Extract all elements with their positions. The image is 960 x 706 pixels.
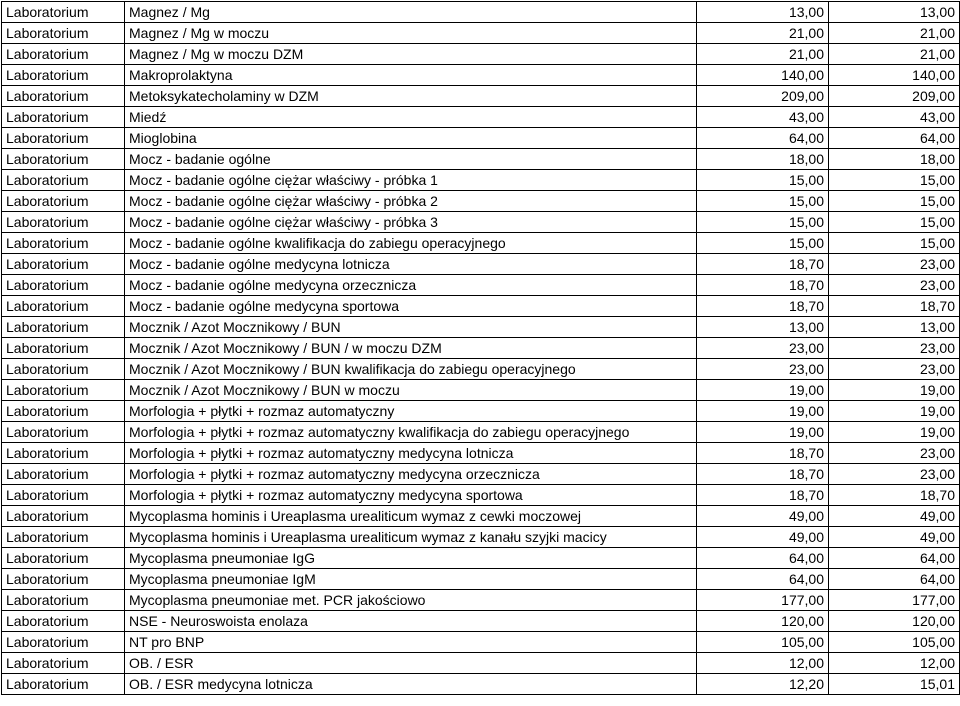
price-1-cell: 15,00 (697, 170, 829, 191)
test-name-cell: Mocz - badanie ogólne ciężar właściwy - próbka 2 (125, 191, 697, 212)
test-name-cell: Mycoplasma pneumoniae met. PCR jakościowo (125, 590, 697, 611)
price-1-cell: 21,00 (697, 23, 829, 44)
category-cell: Laboratorium (2, 380, 125, 401)
price-2-cell: 19,00 (829, 380, 960, 401)
test-name-cell: Mocznik / Azot Mocznikowy / BUN w moczu (125, 380, 697, 401)
table-row (2, 44, 960, 65)
test-name-cell: Mioglobina (125, 128, 697, 149)
price-1-cell: 13,00 (697, 317, 829, 338)
table-row (2, 422, 960, 443)
price-2-cell: 21,00 (829, 23, 960, 44)
price-1-cell: 18,70 (697, 443, 829, 464)
category-cell: Laboratorium (2, 317, 125, 338)
category-cell: Laboratorium (2, 485, 125, 506)
category-cell: Laboratorium (2, 107, 125, 128)
price-2-cell: 18,00 (829, 149, 960, 170)
table-row (2, 275, 960, 296)
test-name-cell: Mocznik / Azot Mocznikowy / BUN kwalifikacja do zabiegu operacyjnego (125, 359, 697, 380)
price-1-cell: 18,70 (697, 485, 829, 506)
category-cell: Laboratorium (2, 86, 125, 107)
price-1-cell: 64,00 (697, 128, 829, 149)
price-2-cell: 120,00 (829, 611, 960, 632)
price-1-cell: 23,00 (697, 359, 829, 380)
test-name-cell: Mocz - badanie ogólne medycyna sportowa (125, 296, 697, 317)
price-1-cell: 19,00 (697, 401, 829, 422)
price-1-cell: 15,00 (697, 212, 829, 233)
test-name-cell: Makroprolaktyna (125, 65, 697, 86)
category-cell: Laboratorium (2, 191, 125, 212)
price-1-cell: 49,00 (697, 527, 829, 548)
test-name-cell: Mocznik / Azot Mocznikowy / BUN / w moczu DZM (125, 338, 697, 359)
test-name-cell: Mocz - badanie ogólne (125, 149, 697, 170)
test-name-cell: Mycoplasma pneumoniae IgM (125, 569, 697, 590)
category-cell: Laboratorium (2, 674, 125, 695)
price-2-cell: 43,00 (829, 107, 960, 128)
test-name-cell: Mycoplasma hominis i Ureaplasma urealiticum wymaz z cewki moczowej (125, 506, 697, 527)
price-2-cell: 64,00 (829, 548, 960, 569)
price-2-cell: 64,00 (829, 569, 960, 590)
table-row (2, 506, 960, 527)
price-2-cell: 13,00 (829, 2, 960, 23)
price-1-cell: 120,00 (697, 611, 829, 632)
table-row (2, 212, 960, 233)
price-1-cell: 209,00 (697, 86, 829, 107)
price-1-cell: 18,70 (697, 275, 829, 296)
test-name-cell: OB. / ESR (125, 653, 697, 674)
category-cell: Laboratorium (2, 275, 125, 296)
price-2-cell: 23,00 (829, 254, 960, 275)
price-1-cell: 15,00 (697, 191, 829, 212)
table-row (2, 548, 960, 569)
test-name-cell: Mocz - badanie ogólne kwalifikacja do zabiegu operacyjnego (125, 233, 697, 254)
price-table (1, 1, 960, 695)
test-name-cell: OB. / ESR medycyna lotnicza (125, 674, 697, 695)
price-2-cell: 140,00 (829, 65, 960, 86)
price-2-cell: 15,00 (829, 212, 960, 233)
price-1-cell: 15,00 (697, 233, 829, 254)
price-1-cell: 140,00 (697, 65, 829, 86)
category-cell: Laboratorium (2, 653, 125, 674)
test-name-cell: Morfologia + płytki + rozmaz automatyczny (125, 401, 697, 422)
test-name-cell: NSE - Neuroswoista enolaza (125, 611, 697, 632)
category-cell: Laboratorium (2, 401, 125, 422)
category-cell: Laboratorium (2, 212, 125, 233)
table-row (2, 338, 960, 359)
price-1-cell: 18,70 (697, 464, 829, 485)
test-name-cell: Morfologia + płytki + rozmaz automatyczny kwalifikacja do zabiegu operacyjnego (125, 422, 697, 443)
table-row (2, 170, 960, 191)
table-row (2, 443, 960, 464)
category-cell: Laboratorium (2, 170, 125, 191)
price-1-cell: 43,00 (697, 107, 829, 128)
test-name-cell: Mycoplasma pneumoniae IgG (125, 548, 697, 569)
table-row (2, 380, 960, 401)
table-row (2, 674, 960, 695)
test-name-cell: Metoksykatecholaminy w DZM (125, 86, 697, 107)
table-row (2, 23, 960, 44)
table-row (2, 317, 960, 338)
price-2-cell: 15,00 (829, 191, 960, 212)
category-cell: Laboratorium (2, 506, 125, 527)
table-row (2, 86, 960, 107)
table-row (2, 527, 960, 548)
price-2-cell: 49,00 (829, 527, 960, 548)
price-1-cell: 23,00 (697, 338, 829, 359)
test-name-cell: Magnez / Mg w moczu DZM (125, 44, 697, 65)
category-cell: Laboratorium (2, 632, 125, 653)
price-1-cell: 12,00 (697, 653, 829, 674)
category-cell: Laboratorium (2, 44, 125, 65)
category-cell: Laboratorium (2, 548, 125, 569)
price-1-cell: 12,20 (697, 674, 829, 695)
test-name-cell: Miedź (125, 107, 697, 128)
test-name-cell: Magnez / Mg w moczu (125, 23, 697, 44)
price-1-cell: 177,00 (697, 590, 829, 611)
price-2-cell: 105,00 (829, 632, 960, 653)
price-2-cell: 12,00 (829, 653, 960, 674)
table-row (2, 653, 960, 674)
price-2-cell: 49,00 (829, 506, 960, 527)
category-cell: Laboratorium (2, 254, 125, 275)
price-2-cell: 21,00 (829, 44, 960, 65)
category-cell: Laboratorium (2, 338, 125, 359)
price-2-cell: 23,00 (829, 338, 960, 359)
category-cell: Laboratorium (2, 359, 125, 380)
category-cell: Laboratorium (2, 464, 125, 485)
table-row (2, 569, 960, 590)
table-row (2, 2, 960, 23)
category-cell: Laboratorium (2, 296, 125, 317)
table-row (2, 254, 960, 275)
test-name-cell: Morfologia + płytki + rozmaz automatyczny medycyna lotnicza (125, 443, 697, 464)
price-2-cell: 15,00 (829, 233, 960, 254)
table-row (2, 590, 960, 611)
category-cell: Laboratorium (2, 23, 125, 44)
price-1-cell: 19,00 (697, 422, 829, 443)
price-1-cell: 49,00 (697, 506, 829, 527)
price-2-cell: 23,00 (829, 359, 960, 380)
table-row (2, 107, 960, 128)
table-row (2, 464, 960, 485)
test-name-cell: Mocz - badanie ogólne ciężar właściwy - próbka 3 (125, 212, 697, 233)
price-1-cell: 64,00 (697, 548, 829, 569)
price-1-cell: 18,70 (697, 296, 829, 317)
test-name-cell: Mocznik / Azot Mocznikowy / BUN (125, 317, 697, 338)
category-cell: Laboratorium (2, 65, 125, 86)
table-row (2, 359, 960, 380)
test-name-cell: Magnez / Mg (125, 2, 697, 23)
price-2-cell: 177,00 (829, 590, 960, 611)
price-2-cell: 18,70 (829, 296, 960, 317)
price-table-body (2, 2, 960, 695)
price-2-cell: 23,00 (829, 275, 960, 296)
category-cell: Laboratorium (2, 590, 125, 611)
price-1-cell: 18,70 (697, 254, 829, 275)
category-cell: Laboratorium (2, 149, 125, 170)
table-row (2, 233, 960, 254)
table-row (2, 149, 960, 170)
test-name-cell: Mocz - badanie ogólne medycyna lotnicza (125, 254, 697, 275)
price-1-cell: 19,00 (697, 380, 829, 401)
category-cell: Laboratorium (2, 2, 125, 23)
table-row (2, 611, 960, 632)
table-row (2, 128, 960, 149)
test-name-cell: Mycoplasma hominis i Ureaplasma urealiticum wymaz z kanału szyjki macicy (125, 527, 697, 548)
test-name-cell: Mocz - badanie ogólne ciężar właściwy - próbka 1 (125, 170, 697, 191)
category-cell: Laboratorium (2, 443, 125, 464)
price-2-cell: 23,00 (829, 443, 960, 464)
price-1-cell: 105,00 (697, 632, 829, 653)
category-cell: Laboratorium (2, 611, 125, 632)
test-name-cell: Morfologia + płytki + rozmaz automatyczny medycyna orzecznicza (125, 464, 697, 485)
category-cell: Laboratorium (2, 128, 125, 149)
table-row (2, 401, 960, 422)
price-2-cell: 15,00 (829, 170, 960, 191)
table-row (2, 65, 960, 86)
category-cell: Laboratorium (2, 422, 125, 443)
price-1-cell: 18,00 (697, 149, 829, 170)
table-row (2, 191, 960, 212)
price-2-cell: 64,00 (829, 128, 960, 149)
price-2-cell: 23,00 (829, 464, 960, 485)
price-2-cell: 13,00 (829, 317, 960, 338)
test-name-cell: NT pro BNP (125, 632, 697, 653)
table-row (2, 485, 960, 506)
price-2-cell: 18,70 (829, 485, 960, 506)
price-2-cell: 19,00 (829, 422, 960, 443)
price-1-cell: 64,00 (697, 569, 829, 590)
test-name-cell: Morfologia + płytki + rozmaz automatyczny medycyna sportowa (125, 485, 697, 506)
category-cell: Laboratorium (2, 233, 125, 254)
price-1-cell: 21,00 (697, 44, 829, 65)
price-1-cell: 13,00 (697, 2, 829, 23)
test-name-cell: Mocz - badanie ogólne medycyna orzecznicza (125, 275, 697, 296)
price-2-cell: 19,00 (829, 401, 960, 422)
price-2-cell: 209,00 (829, 86, 960, 107)
price-2-cell: 15,01 (829, 674, 960, 695)
table-row (2, 296, 960, 317)
table-row (2, 632, 960, 653)
category-cell: Laboratorium (2, 569, 125, 590)
category-cell: Laboratorium (2, 527, 125, 548)
